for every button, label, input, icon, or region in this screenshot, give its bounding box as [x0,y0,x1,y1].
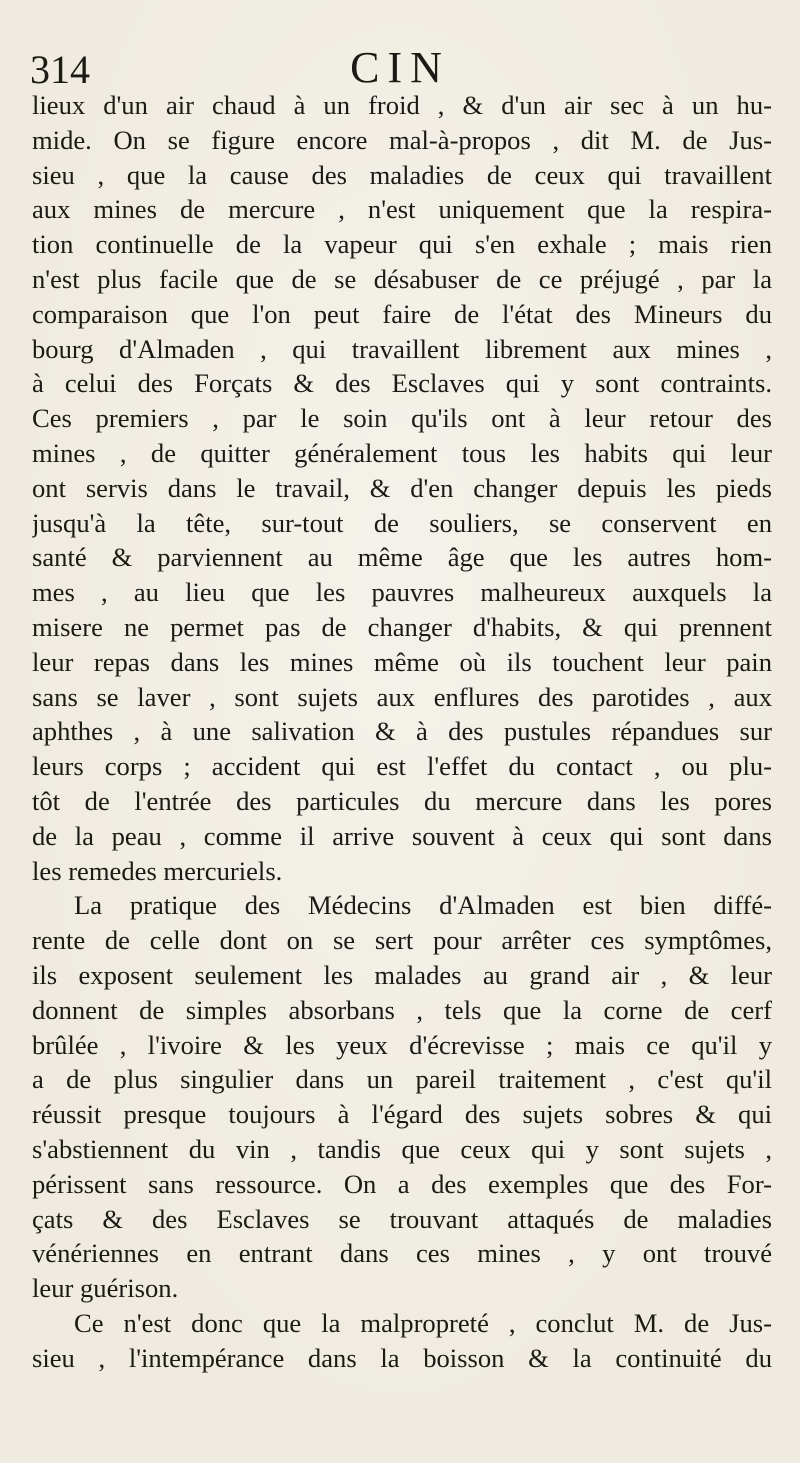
text-line: les remedes mercuriels. [32,855,283,886]
text-line: mines , de quitter généralement tous les habits qui leur [32,437,772,468]
text-line: à celui des Forçats & des Esclaves qui y sont contraints. [32,368,772,399]
text-line: de la peau , comme il arrive souvent à ceux qui sont dans [32,820,772,851]
text-line: sieu , que la cause des maladies de ceux qui travaillent [32,159,772,190]
text-line: aux mines de mercure , n'est uniquement que la respira- [32,194,772,225]
text-line: La pratique des Médecins d'Almaden est bien diffé- [74,890,772,921]
page-header [30,38,770,94]
text-line: vénériennes en entrant dans ces mines , y ont trouvé [32,1238,772,1269]
text-line: périssent sans ressource. On a des exemples que des For- [32,1168,772,1199]
text-line: leur repas dans les mines même où ils touchent leur pain [32,646,772,677]
text-line: mide. On se figure encore mal-à-propos , dit M. de Jus- [32,124,772,155]
text-line: aphthes , à une salivation & à des pustules répandues sur [32,716,772,747]
text-line: ont servis dans le travail, & d'en changer depuis les pieds [32,472,772,503]
text-line: tôt de l'entrée des particules du mercure dans les pores [32,785,772,816]
text-line: n'est plus facile que de se désabuser de ce préjugé , par la [32,263,772,294]
text-line: comparaison que l'on peut faire de l'état des Mineurs du [32,298,772,329]
text-line: lieux d'un air chaud à un froid , & d'un air sec à un hu- [32,90,772,120]
body-text [32,88,772,1375]
text-line: bourg d'Almaden , qui travaillent librement aux mines , [32,333,772,364]
text-line: Ce n'est donc que la malpropreté , conclut M. de Jus- [74,1307,772,1338]
text-line: leur guérison. [32,1273,179,1304]
paragraph-container [32,88,772,1375]
text-line: réussit presque toujours à l'égard des sujets sobres & qui [32,1099,772,1130]
text-line: sieu , l'intempérance dans la boisson & la continuité du [32,1342,772,1373]
text-line: donnent de simples absorbans , tels que la corne de cerf [32,994,772,1025]
text-line: a de plus singulier dans un pareil traitement , c'est qu'il [32,1064,772,1095]
text-line: s'abstiennent du vin , tandis que ceux qui y sont sujets , [32,1133,772,1164]
text-line: leurs corps ; accident qui est l'effet du contact , ou plu- [32,751,772,782]
text-line: jusqu'à la tête, sur-tout de souliers, se conservent en [32,507,772,538]
text-line: Ces premiers , par le soin qu'ils ont à leur retour des [32,403,772,434]
text-line: brûlée , l'ivoire & les yeux d'écrevisse ; mais ce qu'il y [32,1029,772,1060]
text-line: santé & parviennent au même âge que les autres hom- [32,542,772,573]
running-head: CIN [350,43,450,92]
text-line: mes , au lieu que les pauvres malheureux auxquels la [32,577,772,608]
text-line: sans se laver , sont sujets aux enflures des parotides , aux [32,681,772,712]
text-line: misere ne permet pas de changer d'habits, & qui prennent [32,611,772,642]
page-number: 314 [30,47,90,92]
text-line: tion continuelle de la vapeur qui s'en exhale ; mais rien [32,229,772,260]
text-line: ils exposent seulement les malades au grand air , & leur [32,959,772,990]
text-line: çats & des Esclaves se trouvant attaqués de maladies [32,1203,772,1234]
text-line: rente de celle dont on se sert pour arrêter ces symptômes, [32,925,772,956]
